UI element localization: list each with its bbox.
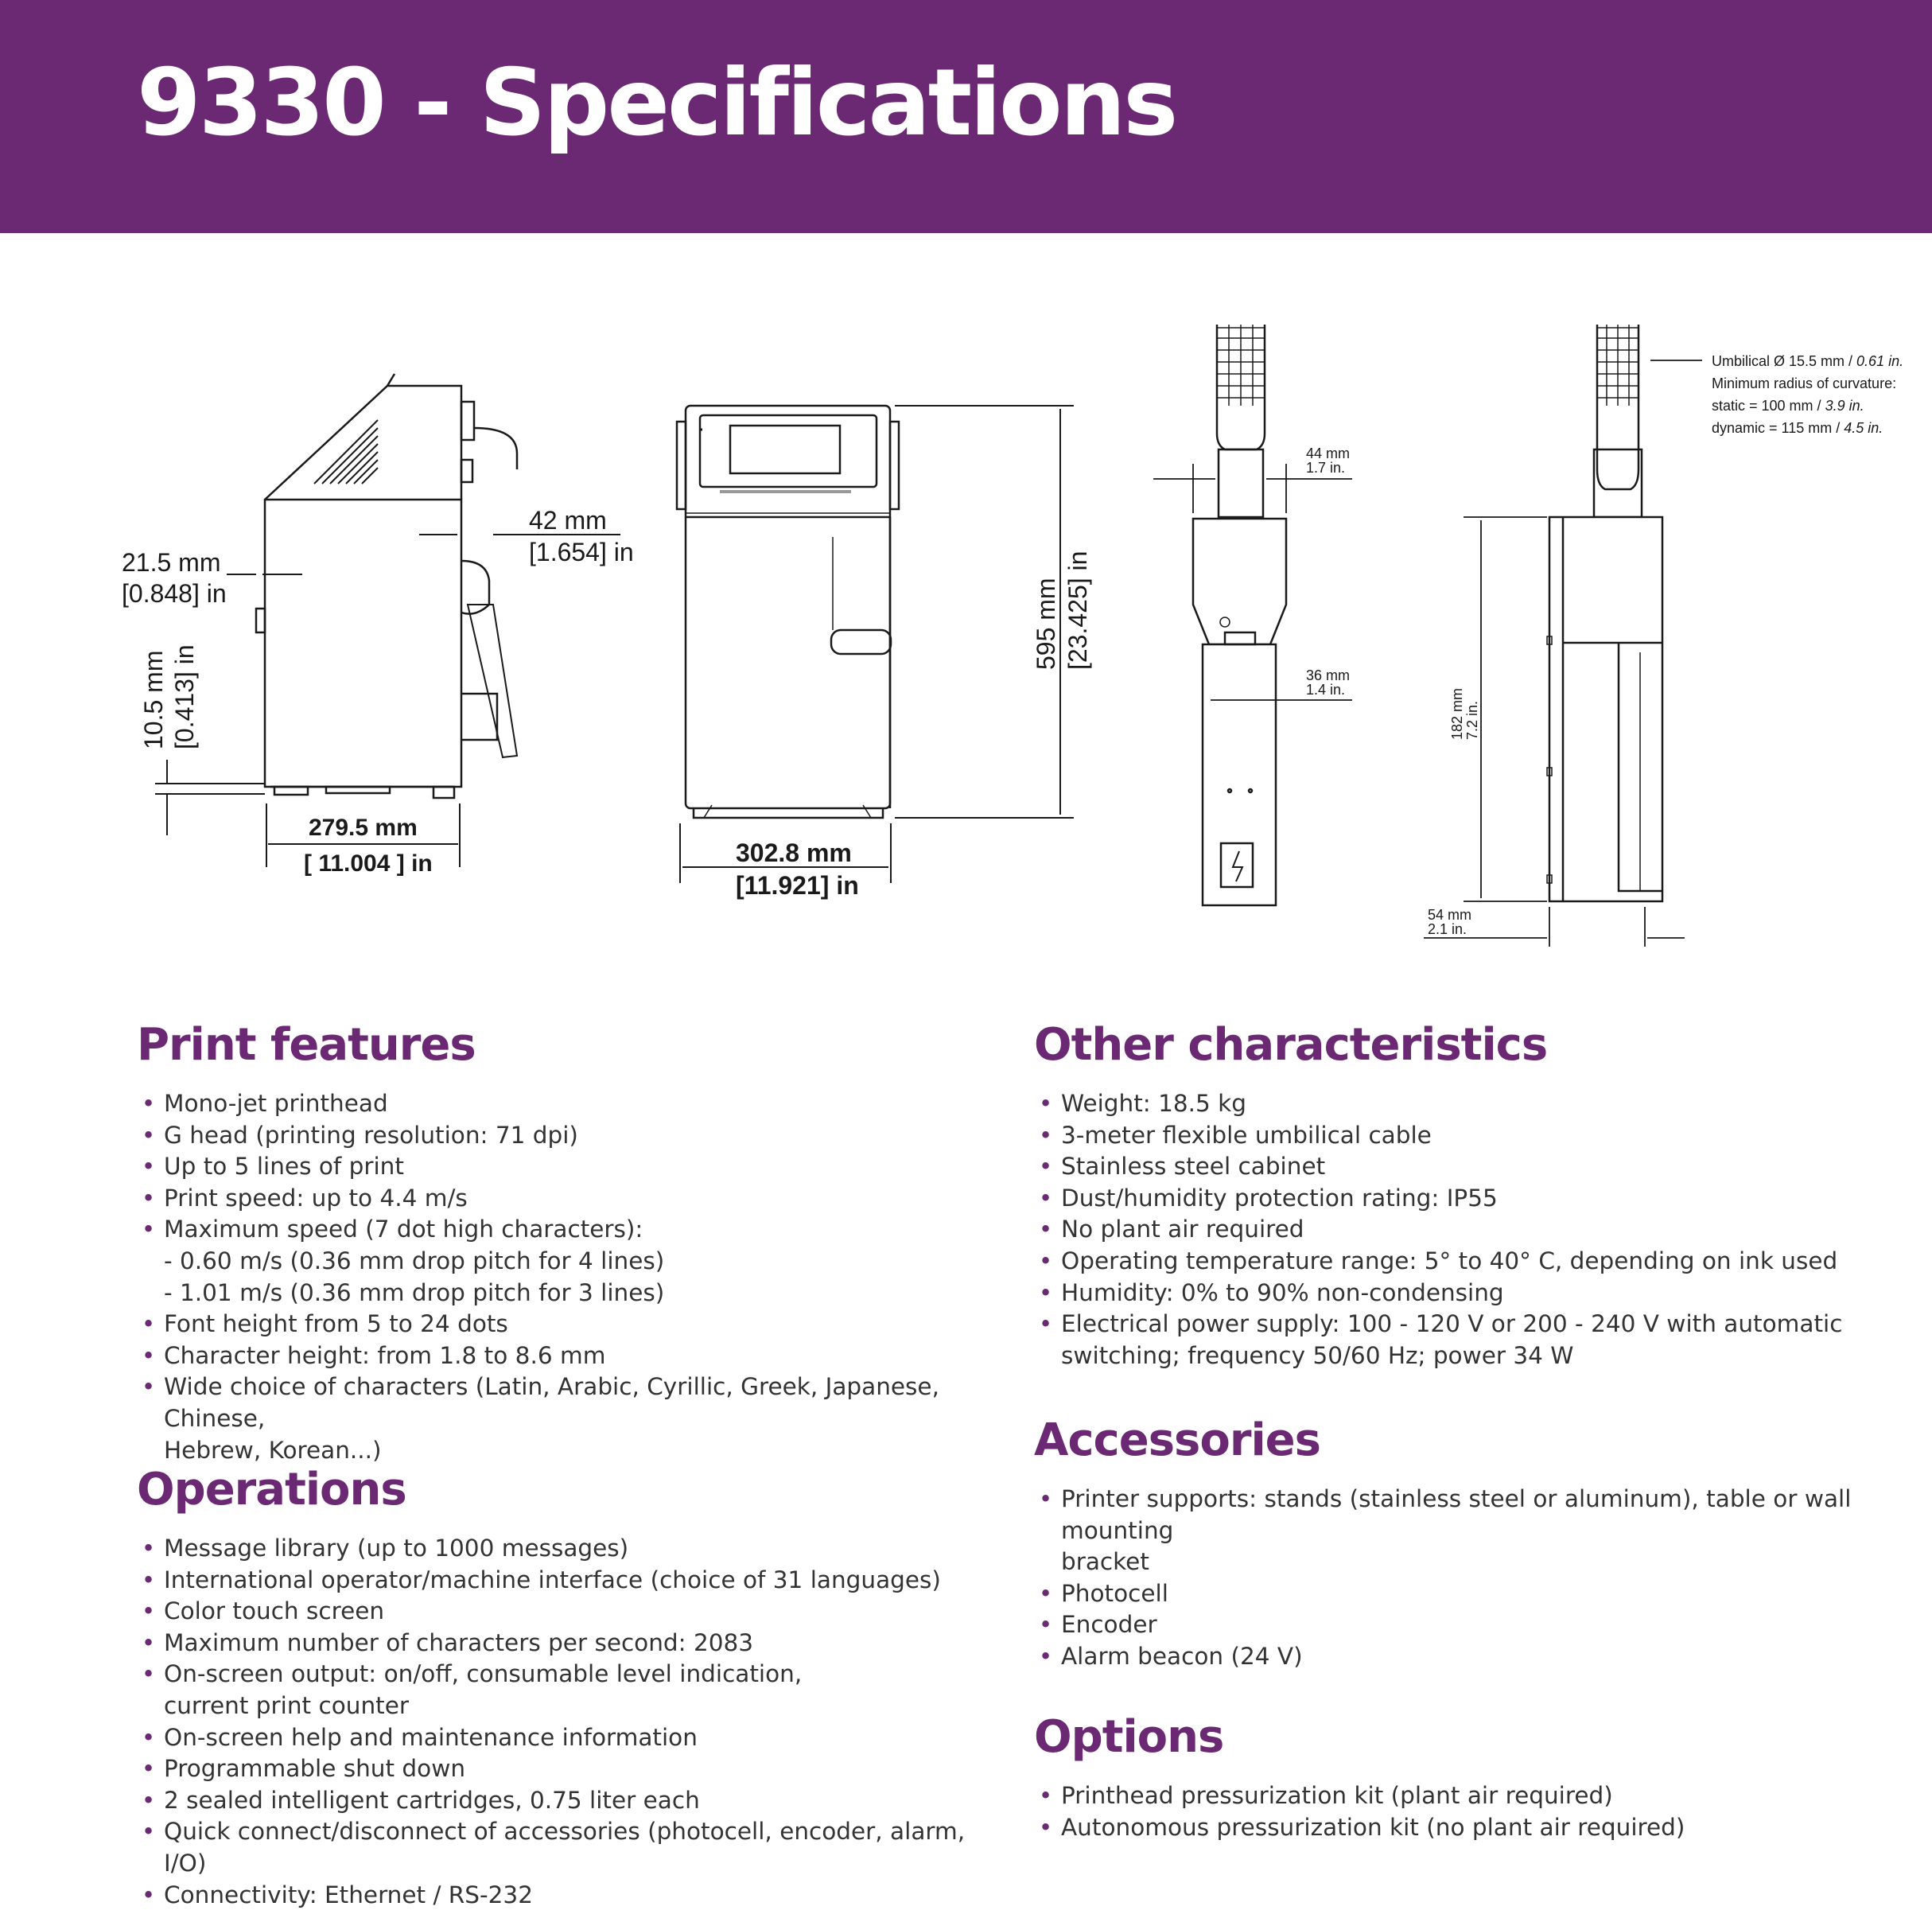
list-item: • Connectivity: Ethernet / RS-232: [137, 1880, 996, 1912]
side-width-mm: 21.5 mm: [122, 548, 221, 577]
list-item: • No plant air required: [1034, 1214, 1901, 1246]
list-item: • Humidity: 0% to 90% non-condensing: [1034, 1278, 1901, 1309]
other-characteristics-heading: Other characteristics: [1034, 1019, 1548, 1071]
list-item: • Font height from 5 to 24 dots: [137, 1309, 996, 1340]
operations-list: [137, 1533, 996, 1911]
options-list: [1034, 1780, 1901, 1843]
list-item: • Wide choice of characters (Latin, Arabic, Cyrillic, Greek, Japanese, Chinese, Hebrew, Korean...): [137, 1371, 996, 1466]
head-height-in: 7.2 in.: [1464, 700, 1480, 740]
list-item: • Color touch screen: [137, 1596, 996, 1628]
list-item: • Quick connect/disconnect of accessories (photocell, encoder, alarm, I/O): [137, 1816, 996, 1879]
list-item: • Encoder: [1034, 1609, 1901, 1641]
list-item: • G head (printing resolution: 71 dpi): [137, 1120, 996, 1152]
list-item: • Mono-jet printhead: [137, 1088, 996, 1120]
printer-front-view: [677, 406, 899, 818]
list-item: • Alarm beacon (24 V): [1034, 1641, 1901, 1673]
list-item: • Operating temperature range: 5° to 40° C, depending on ink used: [1034, 1246, 1901, 1278]
printhead-front-view: [1193, 325, 1286, 905]
side-depth-mm: 279.5 mm: [309, 815, 418, 841]
side-offset-in: [1.654] in: [529, 538, 634, 566]
page-title: 9330 - Specifications: [137, 49, 1176, 157]
list-item: • Stainless steel cabinet: [1034, 1151, 1901, 1183]
print-features-heading: Print features: [137, 1019, 476, 1071]
umbilical-spec-line-1: Umbilical Ø 15.5 mm / 0.61 in.: [1712, 353, 1904, 369]
accessories-section: [1034, 1414, 1901, 1673]
print-features-section: [137, 1019, 996, 1466]
umbilical-spec-line-4: dynamic = 115 mm / 4.5 in.: [1712, 420, 1883, 436]
side-depth-in: [ 11.004 ] in: [304, 850, 433, 877]
list-item: • On-screen output: on/off, consumable level indication, current print counter: [137, 1659, 996, 1722]
operations-heading: Operations: [137, 1464, 406, 1515]
accessories-list: [1034, 1484, 1901, 1673]
head-cable-mm: 44 mm: [1306, 445, 1351, 461]
options-heading: Options: [1034, 1711, 1224, 1763]
printhead-side-view: [1547, 325, 1662, 901]
list-item: • Dust/humidity protection rating: IP55: [1034, 1183, 1901, 1215]
list-item: • 3-meter flexible umbilical cable: [1034, 1120, 1901, 1152]
header-banner: [0, 0, 1932, 233]
print-features-list: [137, 1088, 996, 1466]
side-foot-mm: 10.5 mm: [139, 650, 168, 749]
side-foot-in: [0.413] in: [170, 644, 199, 749]
list-item: • Print speed: up to 4.4 m/s: [137, 1183, 996, 1215]
umbilical-spec-line-3: static = 100 mm / 3.9 in.: [1712, 398, 1864, 414]
list-item: • Maximum speed (7 dot high characters): - 0.60 m/s (0.36 mm drop pitch for 4 lines) - 1.01 m/s (0.36 mm drop pitch for 3 lines): [137, 1214, 996, 1309]
head-height-mm: 182 mm: [1449, 687, 1465, 740]
list-item: • 2 sealed intelligent cartridges, 0.75 liter each: [137, 1785, 996, 1817]
side-width-in: [0.848] in: [122, 579, 227, 608]
front-height-mm: 595 mm: [1032, 578, 1060, 670]
front-height-in: [23.425] in: [1063, 551, 1092, 670]
umbilical-spec-line-2: Minimum radius of curvature:: [1712, 375, 1897, 391]
head-width-in: 1.4 in.: [1306, 682, 1346, 698]
side-offset-mm: 42 mm: [529, 506, 607, 535]
options-section: [1034, 1711, 1901, 1843]
operations-section: [137, 1464, 996, 1911]
head-depth-mm: 54 mm: [1428, 907, 1472, 923]
list-item: • Electrical power supply: 100 - 120 V or 200 - 240 V with automatic switching; frequency 50/60 Hz; power 34 W: [1034, 1309, 1901, 1371]
list-item: • Photocell: [1034, 1578, 1901, 1610]
list-item: • Programmable shut down: [137, 1753, 996, 1785]
list-item: • Printer supports: stands (stainless steel or aluminum), table or wall mounting bracket: [1034, 1484, 1901, 1578]
list-item: • Up to 5 lines of print: [137, 1151, 996, 1183]
front-width-mm: 302.8 mm: [736, 838, 852, 867]
other-characteristics-list: [1034, 1088, 1901, 1371]
head-width-mm: 36 mm: [1306, 667, 1351, 683]
technical-drawings: [0, 233, 1932, 989]
list-item: • Message library (up to 1000 messages): [137, 1533, 996, 1565]
list-item: • Character height: from 1.8 to 8.6 mm: [137, 1340, 996, 1372]
front-width-in: [11.921] in: [736, 871, 859, 900]
list-item: • Printhead pressurization kit (plant air required): [1034, 1780, 1901, 1812]
list-item: • On-screen help and maintenance information: [137, 1722, 996, 1754]
printer-side-view: [256, 374, 517, 798]
list-item: • Maximum number of characters per second: 2083: [137, 1628, 996, 1659]
head-depth-in: 2.1 in.: [1428, 921, 1467, 937]
other-characteristics-section: [1034, 1019, 1901, 1371]
list-item: • International operator/machine interface (choice of 31 languages): [137, 1565, 996, 1597]
head-cable-in: 1.7 in.: [1306, 460, 1346, 476]
list-item: • Autonomous pressurization kit (no plant air required): [1034, 1812, 1901, 1844]
accessories-heading: Accessories: [1034, 1414, 1320, 1466]
list-item: • Weight: 18.5 kg: [1034, 1088, 1901, 1120]
